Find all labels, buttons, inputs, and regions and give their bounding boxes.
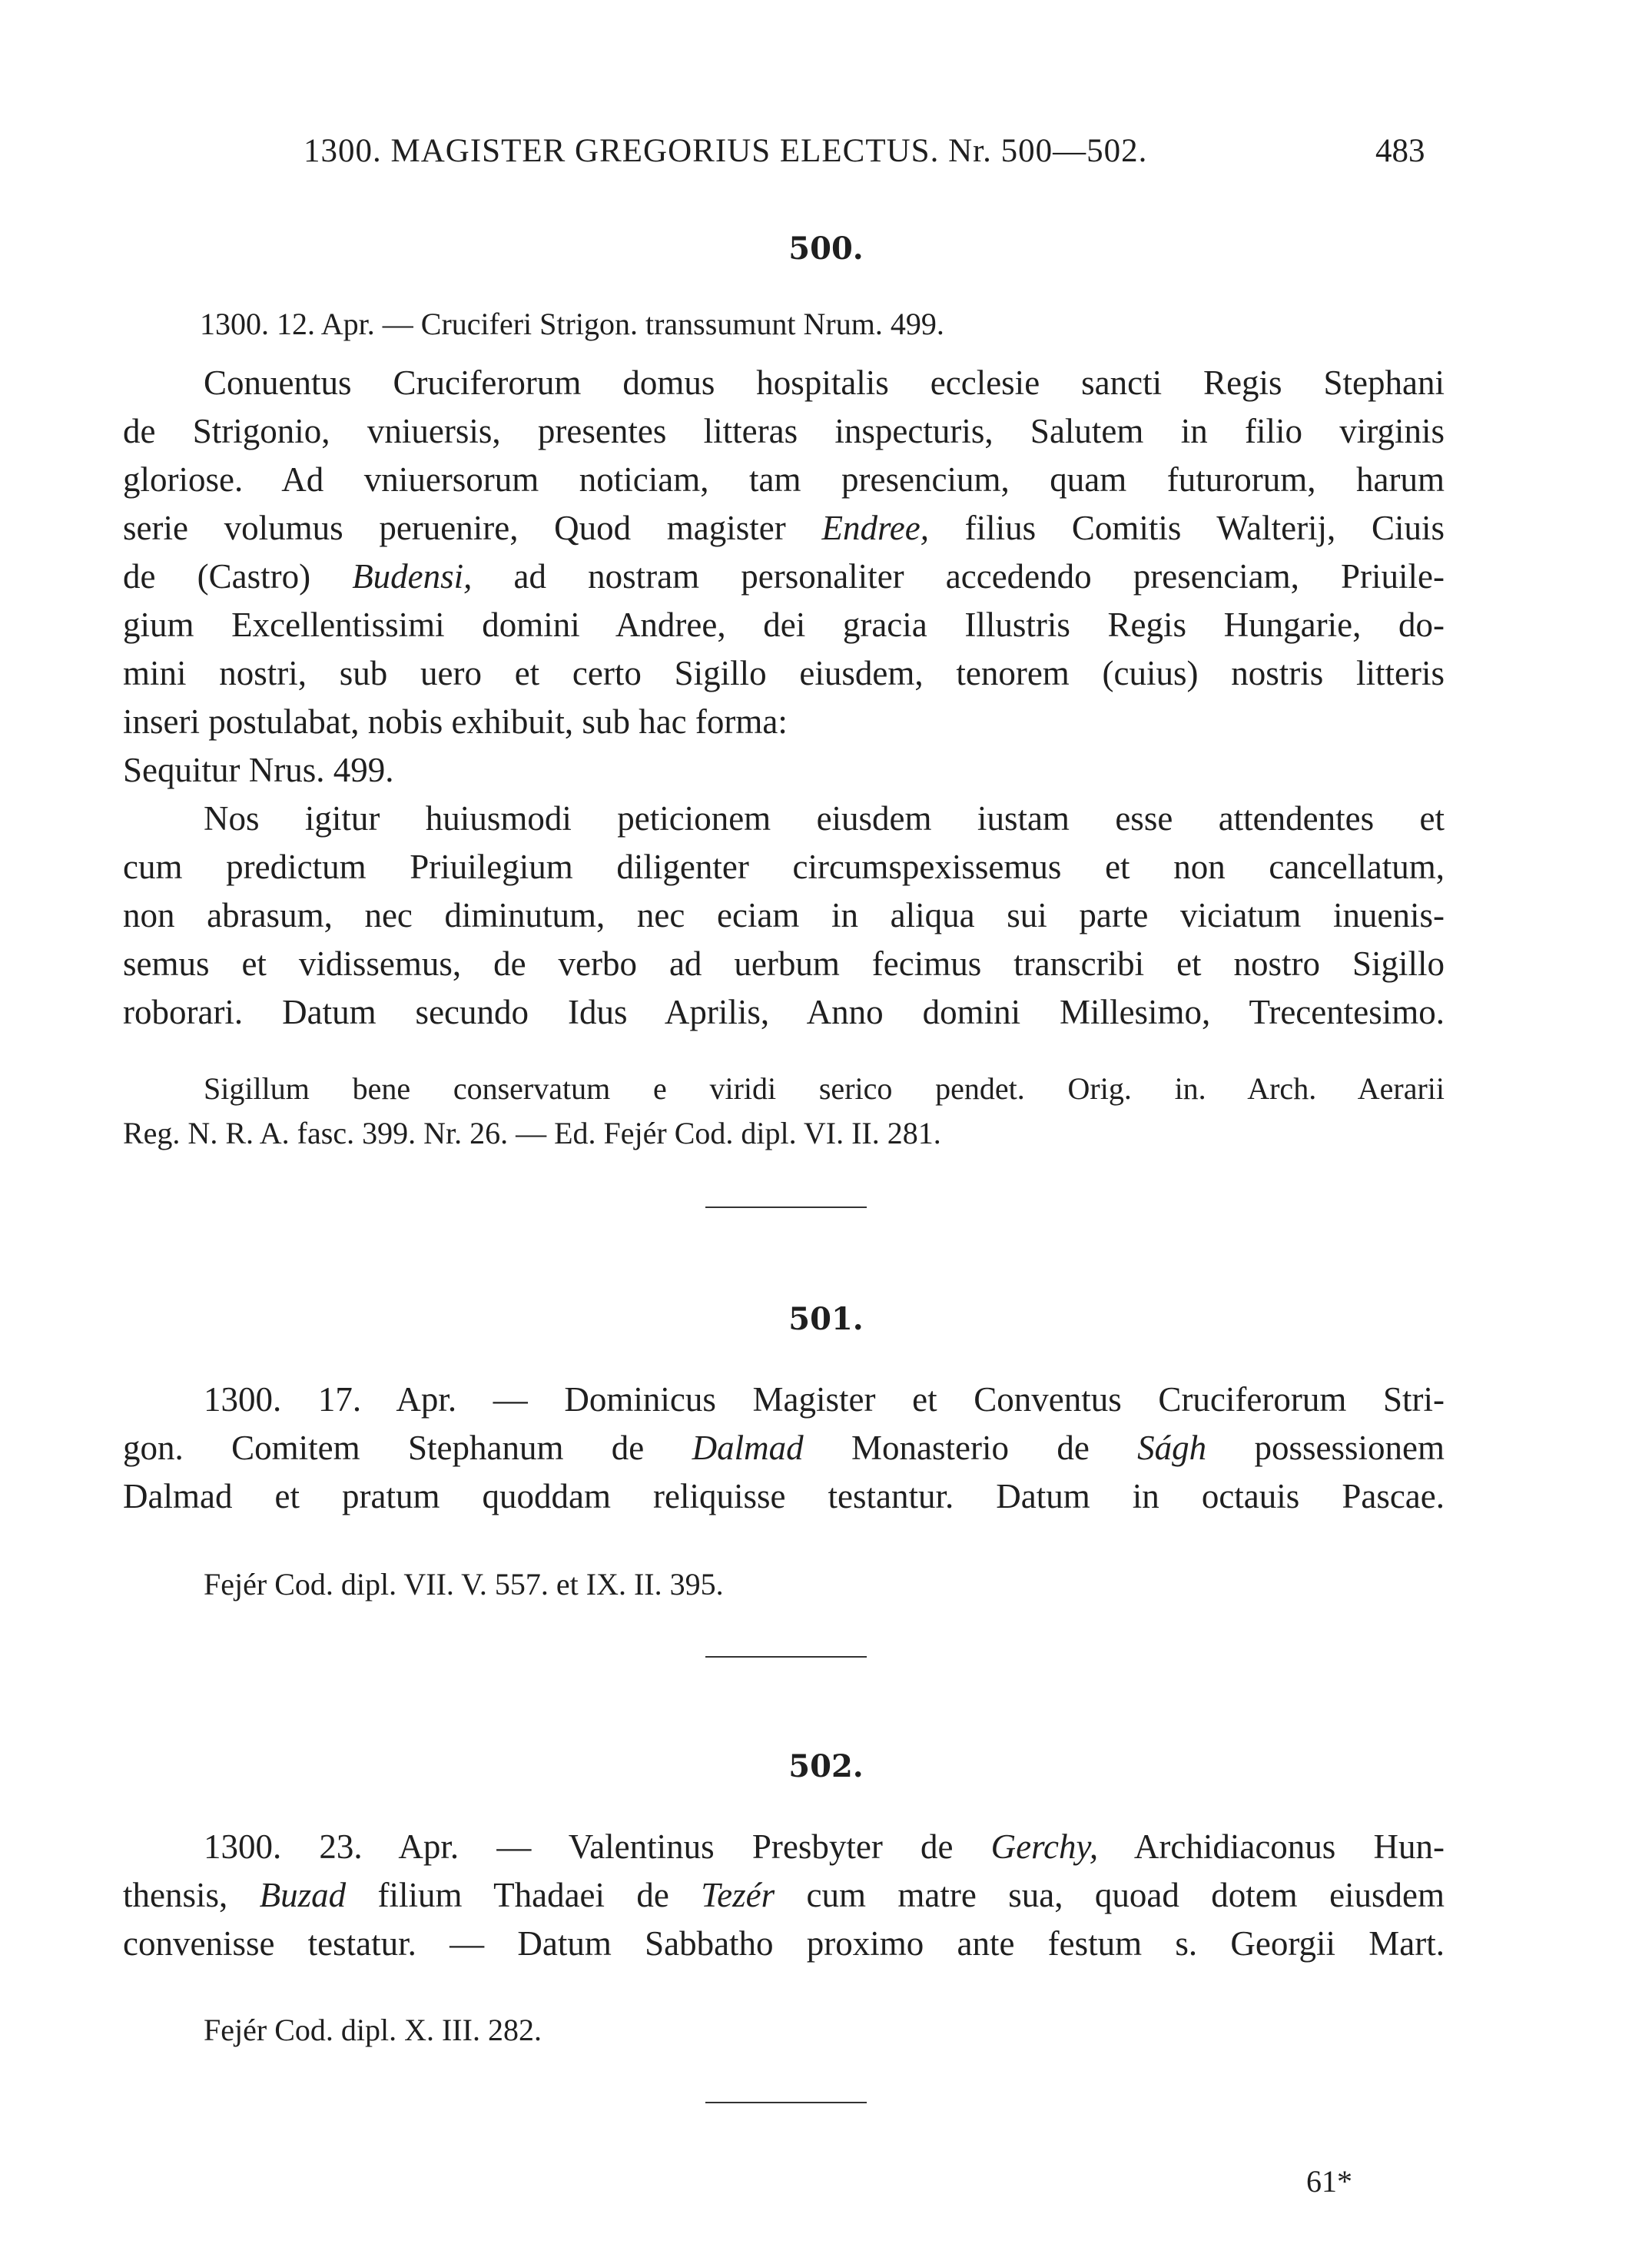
doc-500-line: mini nostri, sub uero et certo Sigillo eiusdem, tenorem (cuius) nostris litteris xyxy=(123,654,1445,692)
doc-502-note: Fejér Cod. dipl. X. III. 282. xyxy=(204,2013,542,2047)
doc-500-summary: 1300. 12. Apr. — Cruciferi Strigon. transsumunt Nrum. 499. xyxy=(200,307,944,341)
doc-500-note: Sigillum bene conservatum e viridi serico pendet. Orig. in. Arch. Aerarii xyxy=(204,1071,1445,1106)
doc-502-line xyxy=(123,1871,1445,1920)
doc-500-line: gium Excellentissimi domini Andree, dei gracia Illustris Regis Hungarie, do- xyxy=(123,606,1445,644)
doc-500-line: Sequitur Nrus. 499. xyxy=(123,751,394,789)
text-run: filium Thadaei de xyxy=(377,1876,669,1914)
doc-500-note: Reg. N. R. A. fasc. 399. Nr. 26. — Ed. Fejér Cod. dipl. VI. II. 281. xyxy=(123,1116,941,1150)
section-divider xyxy=(705,1207,867,1208)
doc-502-number: 502. xyxy=(788,1748,864,1784)
doc-500-line: gloriose. Ad vniuersorum noticiam, tam presencium, quam futurorum, harum xyxy=(123,460,1445,499)
doc-500-line: Nos igitur huiusmodi peticionem eiusdem iustam esse attendentes et xyxy=(204,799,1445,838)
doc-500-line: roborari. Datum secundo Idus Aprilis, Anno domini Millesimo, Trecentesimo. xyxy=(123,993,1445,1031)
doc-501-note: Fejér Cod. dipl. VII. V. 557. et IX. II. 395. xyxy=(204,1567,724,1602)
text-run: gon. Comitem Stephanum de xyxy=(123,1429,645,1467)
text-run: Archidiaconus Hun- xyxy=(1133,1827,1445,1866)
text-run: possessionem xyxy=(1254,1429,1445,1467)
place-name-italic: Gerchy, xyxy=(990,1827,1099,1866)
person-name-italic: Endree, xyxy=(821,509,929,547)
doc-500-line xyxy=(123,553,1445,601)
doc-500-number: 500. xyxy=(788,231,864,267)
section-divider xyxy=(705,2102,867,2103)
place-name-italic: Ságh xyxy=(1137,1429,1207,1467)
text-run: ad nostram personaliter accedendo presenciam, Priuile- xyxy=(513,557,1445,596)
doc-500-line: de Strigonio, vniuersis, presentes litteras inspecturis, Salutem in filio virginis xyxy=(123,412,1445,450)
text-run: filius Comitis Walterij, Ciuis xyxy=(964,509,1445,547)
text-run: Monasterio de xyxy=(851,1429,1090,1467)
doc-500-line: Conuentus Cruciferorum domus hospitalis ecclesie sancti Regis Stephani xyxy=(204,363,1445,402)
running-title: 1300. MAGISTER GREGORIUS ELECTUS. Nr. 500—502. xyxy=(304,133,1148,169)
text-run: cum matre sua, quoad dotem eiusdem xyxy=(806,1876,1445,1914)
text-run: thensis, xyxy=(123,1876,228,1914)
doc-501-line: Dalmad et pratum quoddam reliquisse testantur. Datum in octauis Pascae. xyxy=(123,1477,1445,1515)
doc-502-line: convenisse testatur. — Datum Sabbatho proximo ante festum s. Georgii Mart. xyxy=(123,1924,1445,1963)
page-number: 483 xyxy=(1375,133,1425,169)
text-run: serie volumus peruenire, Quod magister xyxy=(123,509,786,547)
doc-500-line xyxy=(123,504,1445,553)
doc-501-line xyxy=(123,1424,1445,1472)
doc-500-line: cum predictum Priuilegium diligenter circumspexissemus et non cancellatum, xyxy=(123,848,1445,886)
doc-501-line: 1300. 17. Apr. — Dominicus Magister et Conventus Cruciferorum Stri- xyxy=(204,1380,1445,1419)
doc-502-line xyxy=(204,1823,1445,1871)
place-name-italic: Tezér xyxy=(701,1876,775,1914)
section-divider xyxy=(705,1656,867,1658)
doc-500-line: inseri postulabat, nobis exhibuit, sub hac forma: xyxy=(123,702,788,741)
doc-501-number: 501. xyxy=(788,1301,864,1337)
folio-signature: 61* xyxy=(1306,2164,1352,2199)
text-run: 1300. 23. Apr. — Valentinus Presbyter de xyxy=(204,1827,954,1866)
person-name-italic: Buzad xyxy=(259,1876,347,1914)
doc-500-line: non abrasum, nec diminutum, nec eciam in aliqua sui parte viciatum inuenis- xyxy=(123,896,1445,934)
text-run: de (Castro) xyxy=(123,557,311,596)
place-name-italic: Dalmad xyxy=(692,1429,804,1467)
doc-500-line: semus et vidissemus, de verbo ad uerbum fecimus transcribi et nostro Sigillo xyxy=(123,944,1445,983)
place-name-italic: Budensi, xyxy=(352,557,473,596)
